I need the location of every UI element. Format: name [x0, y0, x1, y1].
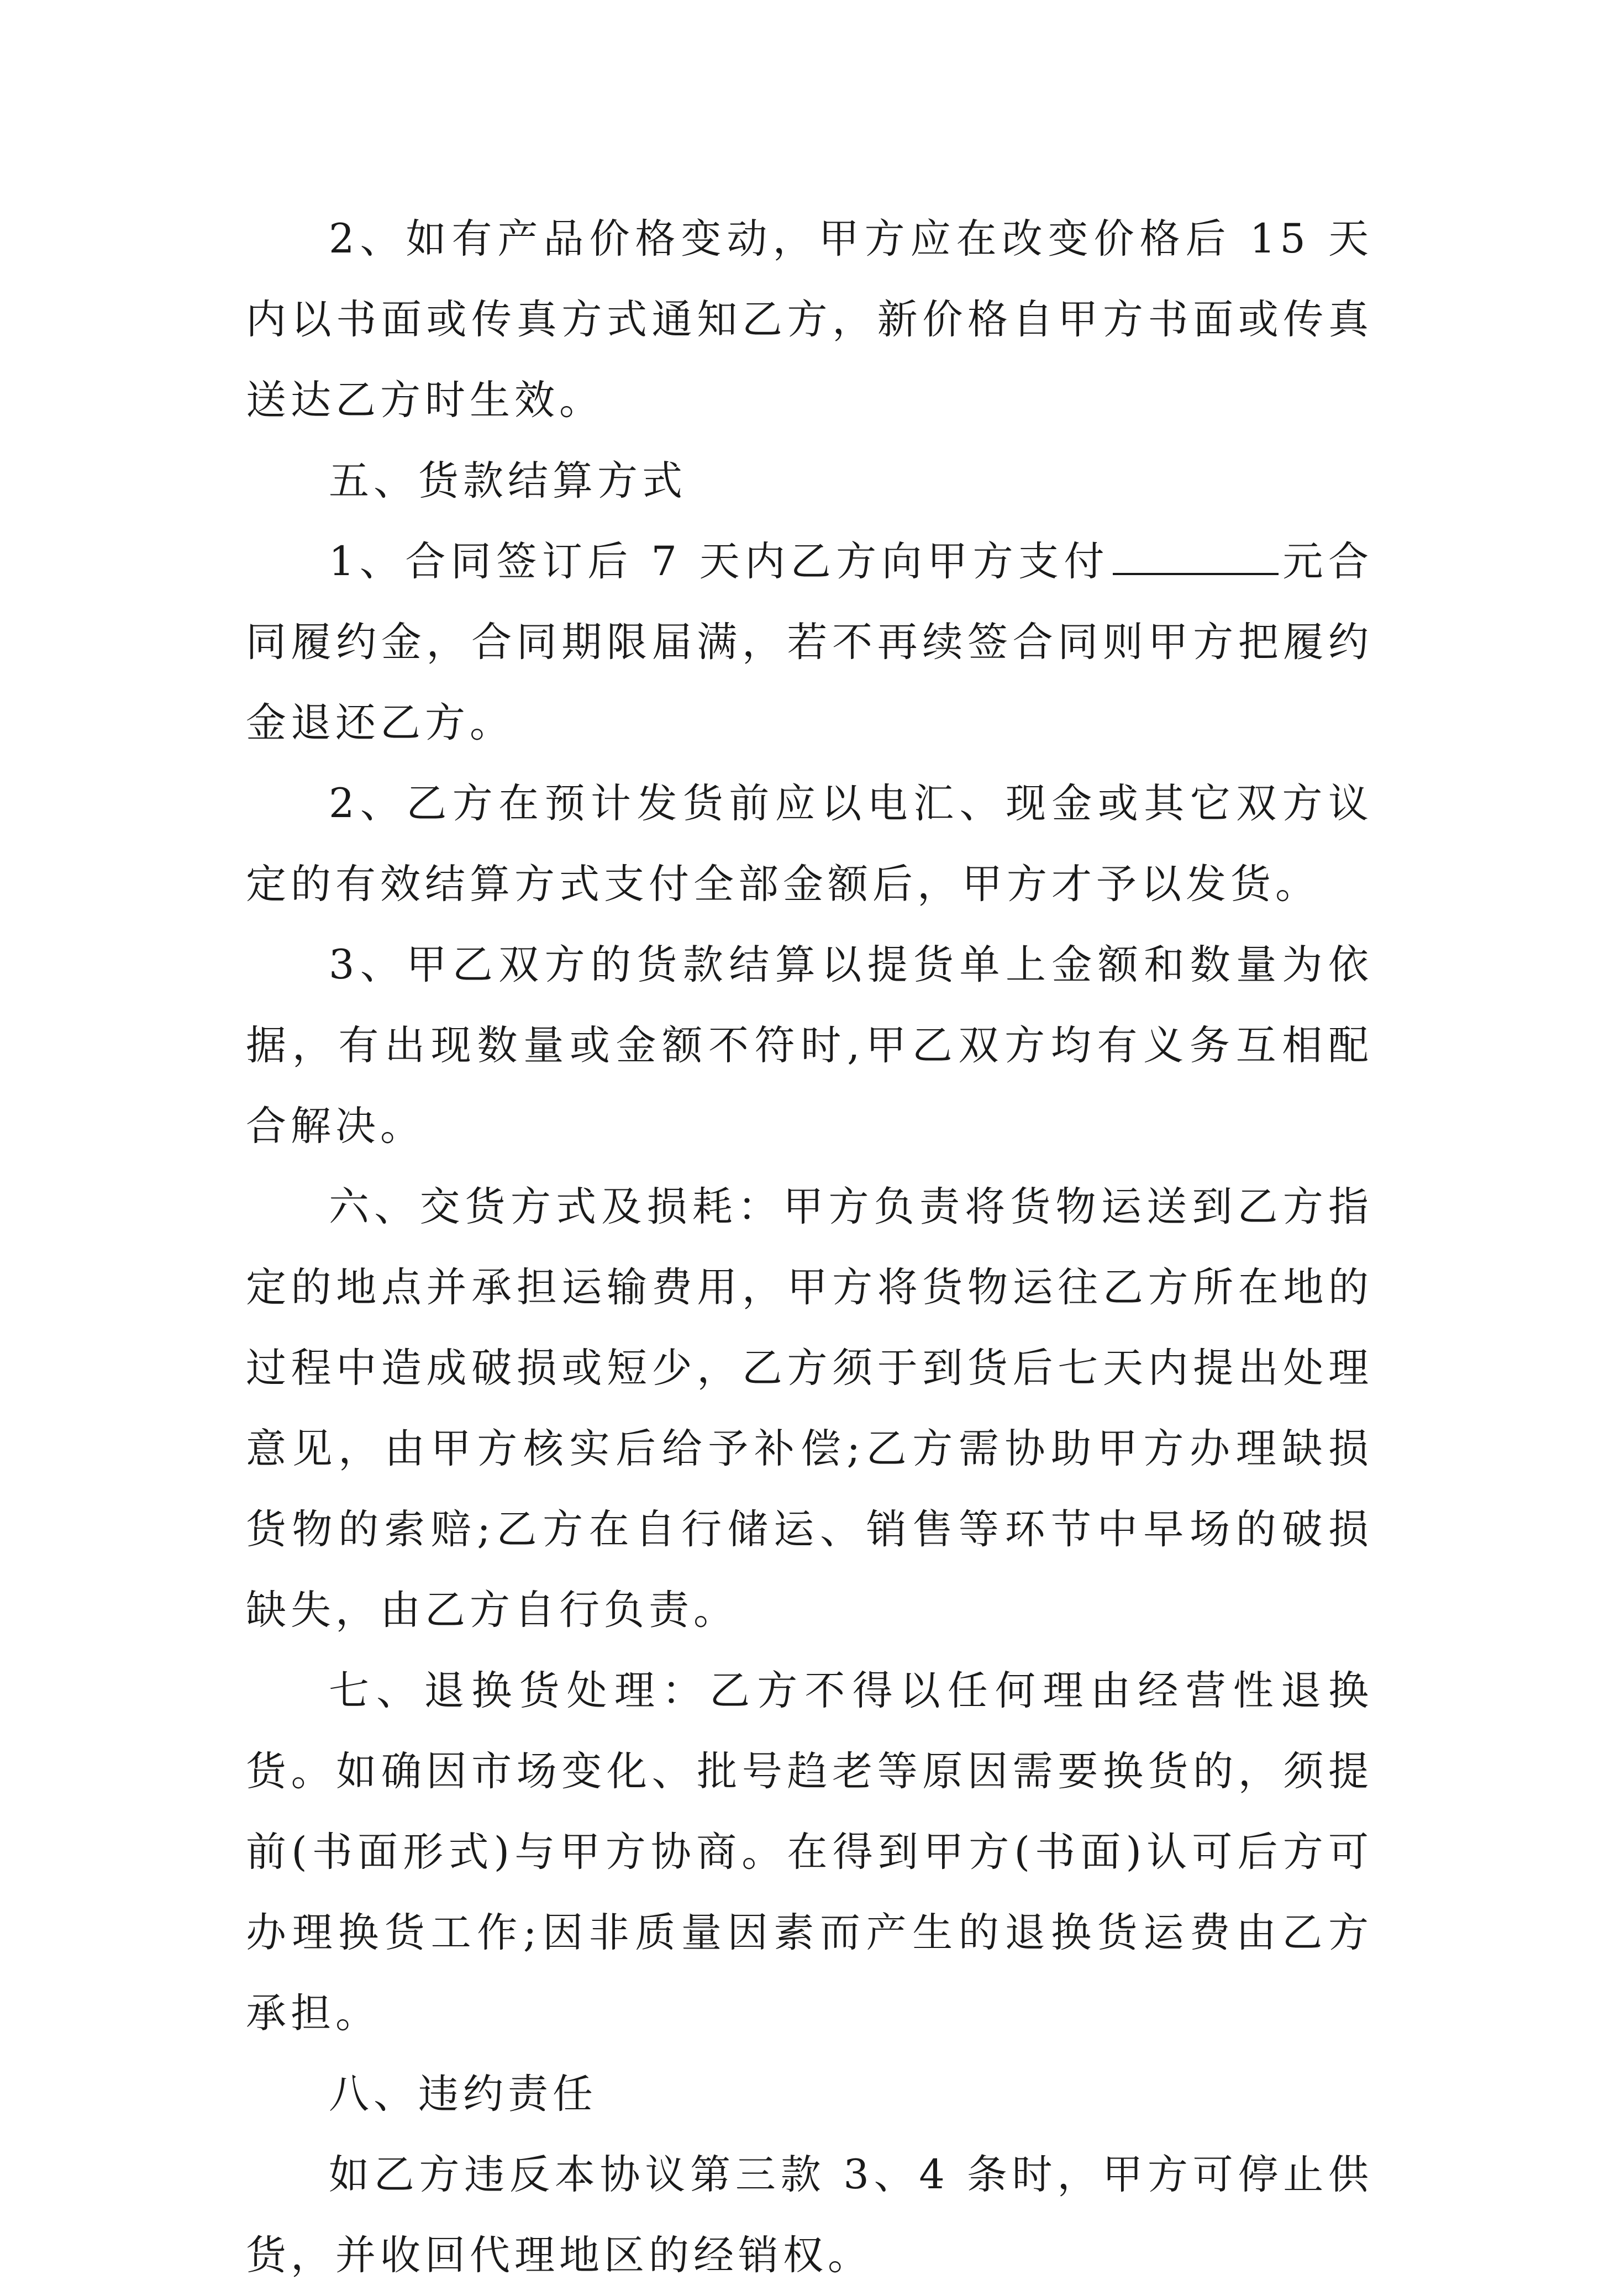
paragraph-price-change: 2、如有产品价格变动，甲方应在改变价格后 15 天内以书面或传真方式通知乙方，新价格自甲方书面或传真送达乙方时生效。: [246, 215, 1373, 424]
paragraph-settlement-basis: 3、甲乙双方的货款结算以提货单上金额和数量为依据，有出现数量或金额不符时,甲乙双方均有义务互相配合解决。: [246, 941, 1373, 1150]
section-heading-payment: 五、货款结算方式: [329, 457, 687, 504]
deposit-text-before: 1、合同签订后 7 天内乙方向甲方支付: [329, 538, 1110, 585]
amount-blank-line: [1113, 534, 1279, 575]
paragraph-returns: 七、退换货处理：乙方不得以任何理由经营性退换货。如确因市场变化、批号趋老等原因需要换货的，须提前(书面形式)与甲方协商。在得到甲方(书面)认可后方可办理换货工作;因非质量因素而产生的退换货运费由乙方承担。: [246, 1667, 1373, 2037]
section-heading-liability: 八、违约责任: [329, 2071, 597, 2118]
paragraph-breach: 如乙方违反本协议第三款 3、4 条时，甲方可停止供货，并收回代理地区的经销权。: [246, 2151, 1373, 2279]
deposit-text-after: 元合同履约金，合同期限届满，若不再续签合同则甲方把履约金退还乙方。: [246, 538, 1373, 746]
document-body: [246, 199, 1373, 2296]
paragraph-delivery-loss: 六、交货方式及损耗：甲方负责将货物运送到乙方指定的地点并承担运输费用，甲方将货物运往乙方所在地的过程中造成破损或短少，乙方须于到货后七天内提出处理意见，由甲方核实后给予补偿;乙方需协助甲方办理缺损货物的索赔;乙方在自行储运、销售等环节中早场的破损缺失，由乙方自行负责。: [246, 1183, 1373, 1634]
paragraph-deposit: [246, 522, 1373, 763]
paragraph-payment-before-shipping: 2、乙方在预计发货前应以电汇、现金或其它双方议定的有效结算方式支付全部金额后，甲方才予以发货。: [246, 780, 1373, 908]
